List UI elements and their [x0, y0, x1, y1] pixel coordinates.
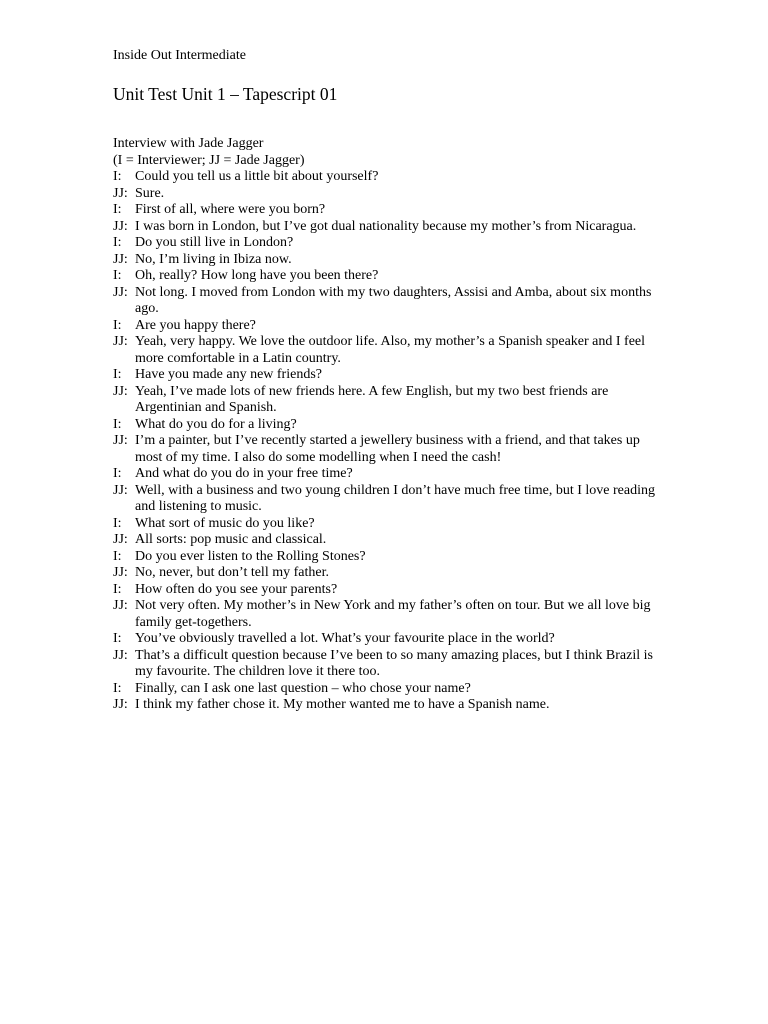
document-page [113, 46, 658, 714]
speaker-label: I: [113, 235, 122, 250]
utterance-text: No, never, but don’t tell my father. [135, 565, 329, 580]
transcript [113, 169, 658, 714]
transcript-turn [113, 235, 658, 252]
transcript-turn [113, 681, 658, 698]
speaker-label: JJ: [113, 482, 128, 498]
transcript-turn [113, 466, 658, 483]
unit-title: Unit Test Unit 1 – Tapescript 01 [113, 84, 338, 104]
utterance-text: Sure. [135, 185, 165, 201]
utterance-text: Yeah, I’ve made lots of new friends here. A few English, but my two best friends are Argentinian and Spanish. [135, 383, 609, 415]
utterance-text: How often do you see your parents? [135, 581, 338, 597]
utterance-text: Do you ever listen to the Rolling Stones? [135, 548, 366, 564]
speaker-label: JJ: [113, 532, 128, 547]
speaker-label: I: [113, 317, 122, 333]
utterance-text: Oh, really? How long have you been there? [135, 268, 379, 283]
transcript-turn [113, 631, 658, 648]
speaker-label: JJ: [113, 383, 128, 399]
utterance-text: Not very often. My mother’s in New York and my father’s often on tour. But we all love big family get-togethers. [135, 598, 651, 630]
utterance-text: Yeah, very happy. We love the outdoor life. Also, my mother’s a Spanish speaker and I feel more comfortable in a Latin country. [135, 334, 646, 366]
speaker-label: JJ: [113, 218, 128, 234]
transcript-turn [113, 169, 658, 186]
utterance-text: I was born in London, but I’ve got dual nationality because my mother’s from Nicaragua. [135, 218, 637, 234]
transcript-turn [113, 433, 658, 466]
transcript-turn [113, 582, 658, 599]
utterance-text: That’s a difficult question because I’ve been to so many amazing places, but I think Brazil is my favourite. The children love it there too. [135, 647, 653, 679]
utterance-text: I’m a painter, but I’ve recently started a jewellery business with a friend, and that takes up most of my time. I also do some modelling when I need the cash! [135, 433, 640, 465]
transcript-turn [113, 334, 658, 367]
transcript-turn [113, 367, 658, 384]
transcript-turn [113, 697, 658, 714]
speaker-legend: (I = Interviewer; JJ = Jade Jagger) [113, 152, 305, 168]
speaker-label: I: [113, 680, 122, 696]
speaker-label: I: [113, 202, 122, 217]
transcript-turn [113, 384, 658, 417]
utterance-text: I think my father chose it. My mother wanted me to have a Spanish name. [135, 697, 550, 712]
utterance-text: You’ve obviously travelled a lot. What’s your favourite place in the world? [135, 631, 555, 646]
utterance-text: What sort of music do you like? [135, 515, 315, 531]
transcript-turn [113, 285, 658, 318]
transcript-turn [113, 549, 658, 566]
utterance-text: Well, with a business and two young children I don’t have much free time, but I love reading and listening to music. [135, 482, 655, 514]
speaker-label: JJ: [113, 598, 128, 613]
transcript-turn [113, 516, 658, 533]
transcript-turn [113, 202, 658, 219]
utterance-text: Finally, can I ask one last question – who chose your name? [135, 680, 471, 696]
utterance-text: Could you tell us a little bit about yourself? [135, 169, 379, 184]
transcript-turn [113, 186, 658, 203]
utterance-text: All sorts: pop music and classical. [135, 532, 327, 547]
transcript-turn [113, 532, 658, 549]
transcript-turn [113, 648, 658, 681]
utterance-text: Do you still live in London? [135, 235, 294, 250]
speaker-label: I: [113, 416, 122, 432]
transcript-turn [113, 318, 658, 335]
transcript-turn [113, 483, 658, 516]
transcript-turn [113, 268, 658, 285]
speaker-label: JJ: [113, 284, 128, 300]
utterance-text: Have you made any new friends? [135, 367, 322, 382]
utterance-text: And what do you do in your free time? [135, 466, 353, 481]
transcript-turn [113, 252, 658, 269]
transcript-turn [113, 417, 658, 434]
utterance-text: First of all, where were you born? [135, 202, 326, 217]
speaker-label: JJ: [113, 697, 128, 712]
transcript-turn [113, 219, 658, 236]
speaker-label: I: [113, 515, 122, 531]
utterance-text: No, I’m living in Ibiza now. [135, 251, 292, 267]
speaker-label: JJ: [113, 251, 128, 267]
speaker-label: I: [113, 268, 122, 283]
speaker-label: JJ: [113, 647, 128, 663]
utterance-text: Not long. I moved from London with my two daughters, Assisi and Amba, about six months ago. [135, 284, 652, 316]
speaker-label: JJ: [113, 185, 128, 201]
utterance-text: What do you do for a living? [135, 416, 297, 432]
speaker-label: I: [113, 169, 122, 184]
speaker-label: I: [113, 581, 122, 597]
speaker-label: I: [113, 631, 122, 646]
transcript-turn [113, 598, 658, 631]
speaker-label: I: [113, 367, 122, 382]
utterance-text: Are you happy there? [135, 317, 256, 333]
speaker-label: JJ: [113, 433, 128, 448]
interview-heading: Interview with Jade Jagger [113, 136, 264, 151]
speaker-label: I: [113, 466, 122, 481]
speaker-label: JJ: [113, 334, 128, 349]
transcript-turn [113, 565, 658, 582]
speaker-label: I: [113, 548, 122, 564]
book-title: Inside Out Intermediate [113, 48, 246, 63]
speaker-label: JJ: [113, 565, 128, 580]
